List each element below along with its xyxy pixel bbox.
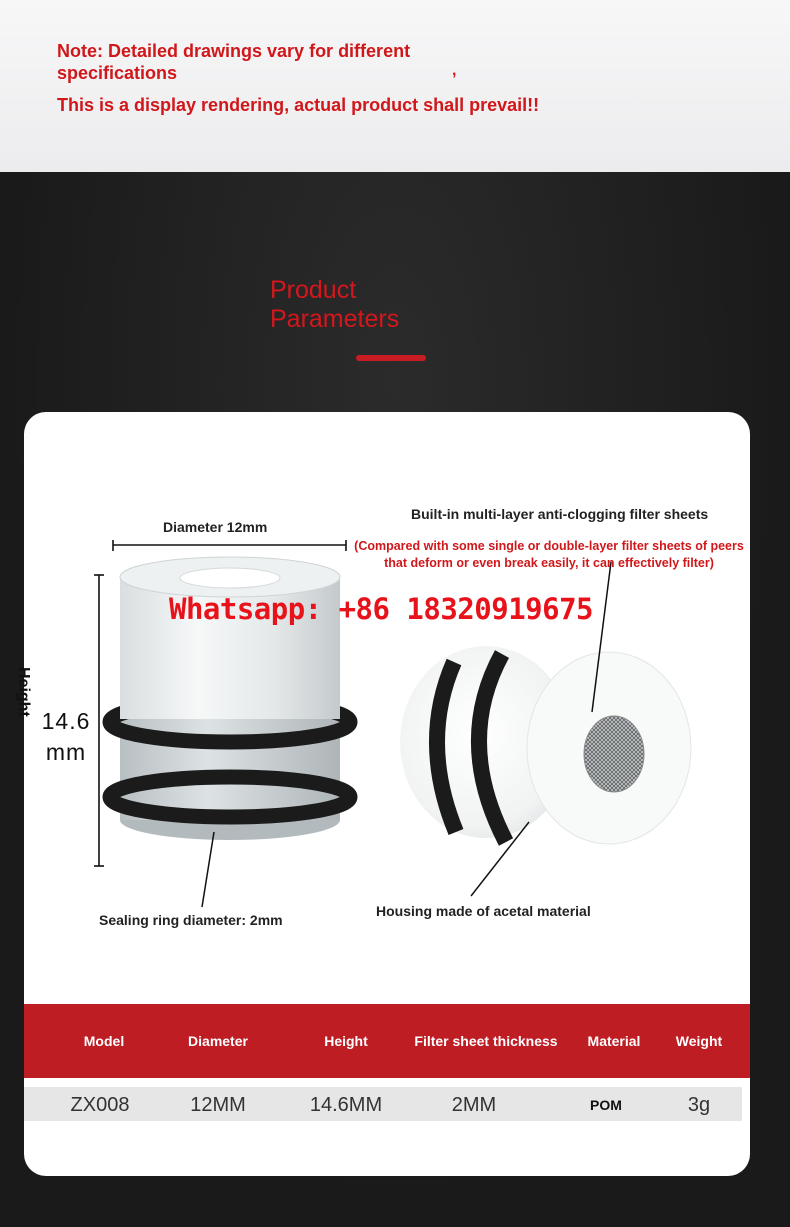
header-diameter: Diameter [188, 1033, 248, 1049]
note-comma: , [452, 62, 457, 79]
housing-material-label: Housing made of acetal material [376, 903, 591, 919]
header-model: Model [83, 1033, 125, 1049]
header-filter-thickness: Filter sheet thickness [414, 1033, 558, 1049]
sealing-ring-label: Sealing ring diameter: 2mm [99, 912, 283, 928]
section-title: Product Parameters [270, 276, 400, 333]
notice-band [0, 0, 790, 172]
header-height: Height [324, 1033, 368, 1049]
cell-filter-thickness: 2MM [451, 1094, 497, 1116]
cell-material: POM [590, 1097, 622, 1113]
header-weight: Weight [675, 1033, 723, 1049]
cell-diameter: 12MM [190, 1094, 246, 1116]
diameter-dimension-line [113, 540, 346, 551]
title-underline [356, 355, 426, 361]
diameter-label: Diameter 12mm [163, 519, 268, 535]
header-material: Material [587, 1033, 641, 1049]
table-row [24, 1087, 742, 1121]
cell-height: 14.6MM [309, 1094, 383, 1116]
filter-sheets-note: (Compared with some single or double-layer filter sheets of peers that deform or even break easily, it can effectively filter) [354, 539, 744, 570]
height-value: 14.6 mm [41, 708, 91, 765]
parameters-table-header [24, 1004, 750, 1078]
note-drawings: Note: Detailed drawings vary for different specifications [57, 41, 411, 83]
filter-sheets-label: Built-in multi-layer anti-clogging filter sheets [411, 506, 709, 522]
cell-weight: 3g [687, 1094, 711, 1116]
product-card [15, 412, 750, 1176]
note-display-rendering: This is a display rendering, actual product shall prevail!! [57, 95, 540, 115]
cell-model: ZX008 [70, 1094, 130, 1116]
whatsapp-watermark: Whatsapp: +86 18320919675 [169, 592, 593, 626]
height-label: Height [15, 667, 32, 717]
